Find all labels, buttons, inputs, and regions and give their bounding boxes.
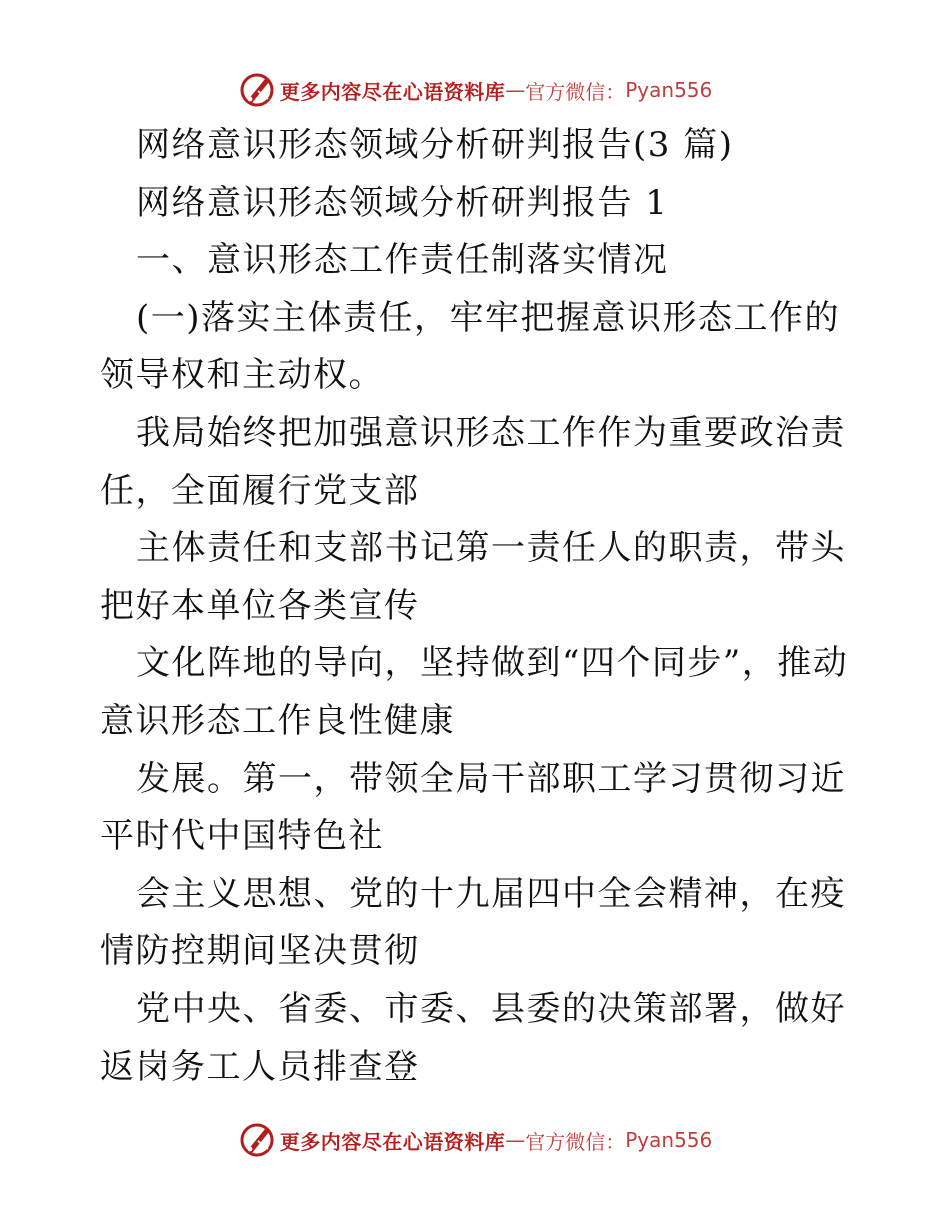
paragraph: 主体责任和支部书记第一责任人的职责，带头把好本单位各类宣传	[100, 528, 846, 626]
footer-banner	[0, 1118, 950, 1162]
header-banner	[0, 68, 950, 112]
banner-text: 更多内容尽在心语资料库	[279, 1129, 506, 1154]
paragraph: 我局始终把加强意识形态工作作为重要政治责任，全面履行党支部	[100, 412, 846, 511]
banner-wechat-id: Pyan556	[625, 1128, 713, 1152]
paragraph: 会主义思想、党的十九届四中全会精神，在疫情防控期间坚决贯彻	[100, 873, 846, 972]
quill-pen-logo-icon	[238, 1121, 276, 1159]
banner-dash: —	[505, 78, 526, 102]
quill-pen-logo-icon	[238, 71, 276, 109]
document-body	[100, 117, 852, 1096]
subsection-heading: (一)落实主体责任，牢牢把握意识形态工作的领导权和主动权。	[100, 297, 841, 396]
paragraph: 文化阵地的导向，坚持做到“四个同步”，推动意识形态工作良性健康	[100, 643, 849, 741]
banner-dash: —	[505, 1128, 526, 1152]
banner-wechat-id: Pyan556	[625, 78, 713, 102]
paragraph: 发展。第一，带领全局干部职工学习贯彻习近平时代中国特色社	[100, 758, 846, 857]
document-subtitle: 网络意识形态领域分析研判报告 1	[136, 182, 669, 223]
document-title: 网络意识形态领域分析研判报告(3 篇)	[136, 125, 734, 165]
banner-official-label: 官方微信：	[525, 79, 626, 104]
paragraph: 党中央、省委、市委、县委的决策部署，做好返岗务工人员排查登	[100, 988, 846, 1087]
section-heading: 一、意识形态工作责任制落实情况	[136, 240, 669, 281]
banner-official-label: 官方微信：	[525, 1129, 626, 1154]
banner-text: 更多内容尽在心语资料库	[279, 79, 506, 104]
